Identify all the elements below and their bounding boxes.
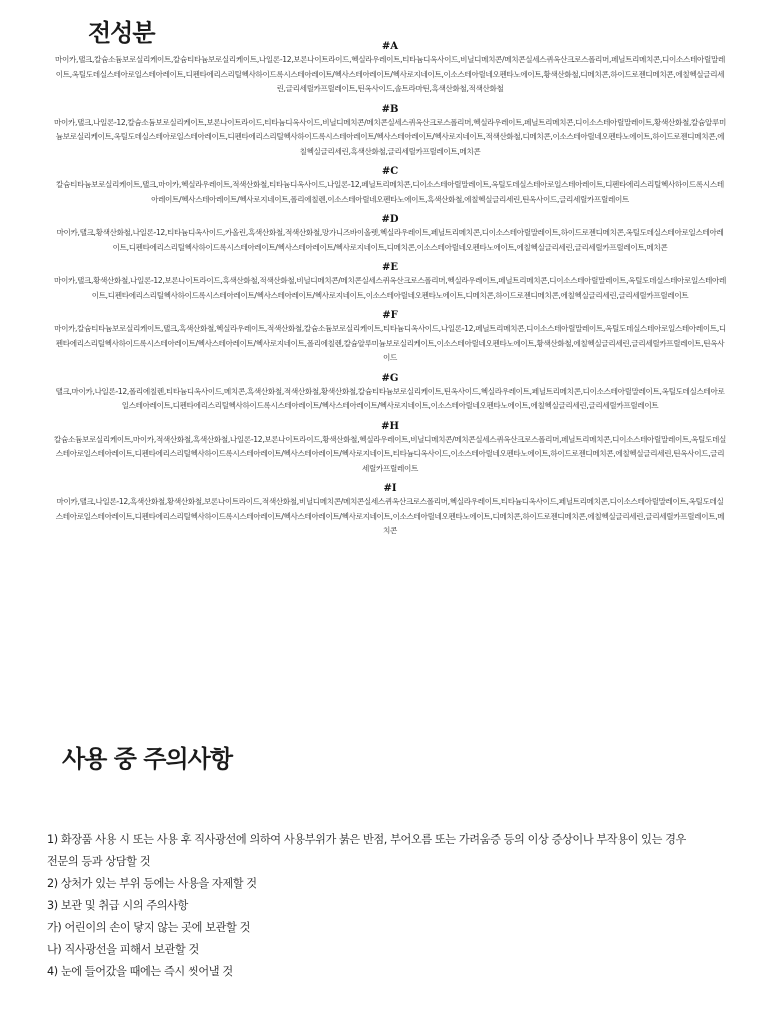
variant-label: #E [381, 262, 398, 273]
ingredient-variant [54, 309, 726, 366]
precautions-list [47, 829, 737, 983]
variant-label: #G [381, 372, 399, 384]
variant-ingredients-text: 마이카,탤크,황색산화철,나일론-12,보론나이트라이드,흑색산화철,적색산화철,비닐디메치콘/메치콘실세스퀴옥산크로스폴리머,헥실라우레이트,페닐트리메치콘,디이소스테아릴말레이트,옥틸도데실스테아로일스테아레이트,디펜타에리스리틸헥사하이드록시스테아레이트/헥사스테아레이트/헥사로지네이트,이소스테아릴네오펜타노에이트,디메치콘,하이드로젠디메치콘,에칠헥실글리세린,글리세릴카프릴레이트 [54, 276, 726, 300]
ingredient-variant [54, 103, 726, 160]
ingredient-variant [54, 372, 726, 414]
variant-ingredients-text: 마이카,탤크,나일론-12,흑색산화철,황색산화철,보론나이트라이드,적색산화철,비닐디메치콘/메치콘실세스퀴옥산크로스폴리머,헥실라우레이트,티타늄디옥사이드,페닐트리메치콘,디이소스테아릴말레이트,옥틸도데실스테아로일스테아레이트,디펜타에리스리틸헥사하이드록시스테아레이트/헥사스테아레이트/헥사로지네이트,이소스테아릴네오펜타노에이트,디메치콘,하이드로젠디메치콘,에칠헥실글리세린,글리세릴카프릴레이트,메치콘 [55, 497, 725, 535]
precaution-item: 3) 보관 및 취급 시의 주의사항 [47, 899, 188, 912]
variant-ingredients-text: 칼슘티타늄보로실리케이트,탤크,마이카,헥실라우레이트,적색산화철,티타늄디옥사이드,나일론-12,페닐트리메치콘,디이소스테아릴말레이트,옥틸도데실스테아로일스테아레이트,디펜타에리스리틸헥사하이드록시스테아레이트/헥사스테아레이트/헥사로지네이트,폴리에칠렌,이소스테아릴네오펜타노에이트,흑색산화철,에칠헥실글리세린,틴옥사이드,글리세릴카프릴레이트 [56, 180, 724, 204]
variant-label: #A [381, 41, 399, 52]
precaution-item: 1) 화장품 사용 시 또는 사용 후 직사광선에 의하여 사용부위가 붉은 반점, 부어오름 또는 가려움증 등의 이상 증상이나 부작용이 있는 경우 [47, 833, 686, 846]
ingredients-list [54, 40, 726, 545]
variant-label: #H [381, 420, 399, 432]
variant-ingredients-text: 마이카,탤크,황색산화철,나일론-12,티타늄디옥사이드,카올린,흑색산화철,적색산화철,망가니즈바이올렛,헥실라우레이트,페닐트리메치콘,디이소스테아릴말레이트,하이드로젠디메치콘,옥틸도데실스테아로일스테아레이트,디펜타에리스리틸헥사하이드록시스테아레이트/헥사스테아레이트/헥사로지네이트,디메치콘,이소스테아릴네오펜타노에이트,에칠헥실글리세린,글리세릴카프릴레이트,메치콘 [56, 228, 724, 252]
ingredient-variant [54, 482, 726, 539]
ingredient-variant [54, 213, 726, 255]
ingredient-variant [54, 165, 726, 207]
variant-label: #I [383, 483, 397, 494]
ingredient-variant [54, 40, 726, 97]
variant-label: #C [381, 166, 399, 177]
precaution-item: 2) 상처가 있는 부위 등에는 사용을 자제할 것 [47, 877, 257, 890]
precaution-item: 가) 어린이의 손이 닿지 않는 곳에 보관할 것 [47, 921, 250, 934]
variant-label: #D [381, 214, 399, 225]
variant-ingredients-text: 마이카,탤크,칼슘소듐보로실리케이트,칼슘티타늄보로실리케이트,나일론-12,보론나이트라이드,헥실라우레이트,티타늄디옥사이드,비닐디메치콘/메치콘실세스퀴옥산크로스폴리머,페닐트리메치콘,디이소스테아릴말레이트,옥틸도데실스테아로일스테아레이트,디펜타에리스리틸헥사하이드록시스테아레이트/헥사스테아레이트/헥사로지네이트,이소스테아릴네오펜타노에이트,황색산화철,디메치콘,하이드로젠디메치콘,에칠헥실글리세린,글리세릴카프릴레이트,틴옥사이드,솔트라마틴,흑색산화철,적색산화철 [55, 55, 725, 93]
precaution-item: 전문의 등과 상담할 것 [47, 855, 151, 868]
variant-ingredients-text: 마이카,탤크,나일론-12,칼슘소듐보로실리케이트,보론나이트라이드,티타늄디옥사이드,비닐디메치콘/메치콘실세스퀴옥산크로스폴리머,헥실라우레이트,페닐트리메치콘,디이소스테아릴말레이트,황색산화철,칼슘알루미늄보로실리케이트,옥틸도데실스테아로일스테아레이트,디펜타에리스리틸헥사하이드록시스테아레이트/헥사스테아레이트/헥사로지네이트,적색산화철,디메치콘,이소스테아릴네오펜타노에이트,하이드로젠디메치콘,에칠헥실글리세린,흑색산화철,글리세릴카프릴레이트,메치콘 [54, 117, 726, 156]
variant-label: #B [381, 103, 399, 115]
variant-ingredients-text: 칼슘소듐보로실리케이트,마이카,적색산화철,흑색산화철,나일론-12,보론나이트라이드,황색산화철,헥실라우레이트,비닐디메치콘/메치콘실세스퀴옥산크로스폴리머,페닐트리메치콘,디이소스테아릴말레이트,옥틸도데실스테아로일스테아레이트,디펜타에리스리틸헥사하이드록시스테아레이트/헥사스테아레이트/헥사로지네이트,티타늄디옥사이드,이소스테아릴네오펜타노에이트,하이드로젠디메치콘,에칠헥실글리세린,틴옥사이드,글리세릴카프릴레이트 [54, 434, 726, 473]
precautions-title: 사용 중 주의사항 [62, 745, 232, 773]
ingredient-variant [54, 420, 726, 477]
ingredient-variant [54, 261, 726, 303]
variant-ingredients-text: 탤크,마이카,나일론-12,폴리에칠렌,티타늄디옥사이드,메치콘,흑색산화철,적색산화철,황색산화철,칼슘티타늄보로실리케이트,틴옥사이드,헥실라우레이트,페닐트리메치콘,디이소스테아릴말레이트,옥틸도데실스테아로일스테아레이트,디펜타에리스리틸헥사하이드록시스테아레이트/헥사스테아레이트/헥사로지네이트,이소스테아릴네오펜타노에이트,에칠헥실글리세린,글리세릴카프릴레이트 [55, 386, 725, 410]
ingredients-title: 전성분 [88, 19, 155, 47]
variant-label: #F [382, 310, 398, 321]
variant-ingredients-text: 마이카,칼슘티타늄보로실리케이트,탤크,흑색산화철,헥실라우레이트,적색산화철,칼슘소듐보로실리케이트,티타늄디옥사이드,나일론-12,페닐트리메치콘,디이소스테아릴말레이트,옥틸도데실스테아로일스테아레이트,디펜타에리스리틸헥사하이드록시스테아레이트/헥사스테아레이트/헥사로지네이트,폴리에칠렌,칼슘알루미늄보로실리케이트,이소스테아릴네오펜타노에이트,황색산화철,에칠헥실글리세린,글리세릴카프릴레이트,틴옥사이드 [54, 324, 726, 362]
precaution-item: 4) 눈에 들어갔을 때에는 즉시 씻어낼 것 [47, 965, 233, 978]
precaution-item: 나) 직사광선을 피해서 보관할 것 [47, 943, 199, 956]
